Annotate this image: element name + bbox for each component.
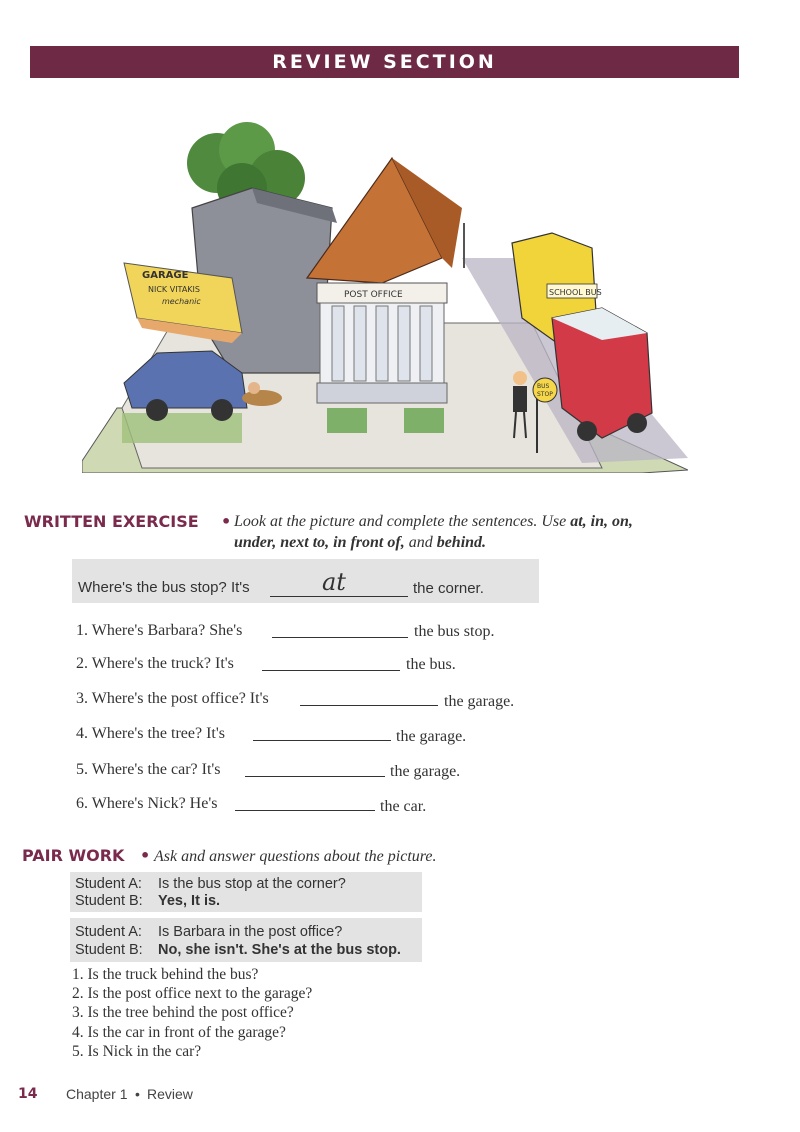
svg-text:SCHOOL BUS: SCHOOL BUS bbox=[549, 288, 602, 297]
svg-text:STOP: STOP bbox=[537, 391, 553, 398]
answer-blank-1[interactable] bbox=[272, 637, 408, 638]
svg-text:mechanic: mechanic bbox=[162, 297, 201, 306]
pair-question-3 bbox=[72, 1004, 294, 1022]
question-text: Is the truck behind the bus? bbox=[87, 966, 259, 983]
post-office bbox=[307, 158, 462, 403]
question-number: 5. bbox=[72, 1043, 84, 1060]
written-instruction-line-1 bbox=[234, 513, 633, 531]
instruction-and: and bbox=[408, 534, 433, 551]
dialog-1-line-a: Is the bus stop at the corner? bbox=[158, 876, 346, 892]
pair-question-5 bbox=[72, 1043, 201, 1061]
item-question: Where's Nick? He's bbox=[91, 795, 218, 812]
written-instruction-line-2 bbox=[234, 534, 486, 552]
item-number: 1. bbox=[76, 622, 88, 639]
answer-blank-2[interactable] bbox=[262, 670, 400, 671]
answer-blank-4[interactable] bbox=[253, 740, 391, 741]
question-number: 4. bbox=[72, 1024, 84, 1041]
item-number: 5. bbox=[76, 761, 88, 778]
exercise-item-5 bbox=[76, 761, 221, 779]
pair-work-heading: PAIR WORK bbox=[22, 846, 125, 865]
question-number: 1. bbox=[72, 966, 84, 983]
page-number: 14 bbox=[18, 1086, 38, 1102]
exercise-item-1 bbox=[76, 622, 242, 640]
question-number: 3. bbox=[72, 1004, 84, 1021]
example-question: Where's the bus stop? It's bbox=[78, 579, 250, 596]
dialog-1-answer: Yes, It is. bbox=[158, 893, 221, 909]
banner-title: REVIEW SECTION bbox=[272, 51, 497, 73]
footer-chapter: Chapter 1 bbox=[66, 1086, 128, 1102]
dialog-2-speaker-b: Student B: bbox=[75, 942, 143, 958]
item-number: 3. bbox=[76, 690, 88, 707]
street-illustration bbox=[82, 108, 688, 473]
exercise-item-2 bbox=[76, 655, 234, 673]
example-after: the corner. bbox=[413, 580, 484, 597]
pair-question-2 bbox=[72, 985, 312, 1003]
review-banner bbox=[30, 46, 739, 78]
item-question: Where's the post office? It's bbox=[91, 690, 269, 707]
question-text: Is Nick in the car? bbox=[87, 1043, 202, 1060]
footer-bullet: • bbox=[135, 1086, 140, 1102]
pair-question-1 bbox=[72, 966, 258, 984]
svg-text:GARAGE: GARAGE bbox=[142, 270, 189, 281]
dialog-2-line-a: Is Barbara in the post office? bbox=[158, 924, 343, 940]
question-text: Is the tree behind the post office? bbox=[87, 1004, 294, 1021]
instruction-bold-1: at, in, on, bbox=[570, 513, 633, 530]
dialog-1-speaker-a: Student A: bbox=[75, 876, 142, 892]
dialog-2-line-b bbox=[158, 942, 401, 958]
item-question: Where's the truck? It's bbox=[91, 655, 234, 672]
example-answer: at bbox=[322, 568, 346, 596]
instruction-text: Look at the picture and complete the sentences. Use bbox=[234, 513, 567, 530]
exercise-item-5-after: the garage. bbox=[390, 763, 461, 780]
example-blank-line bbox=[270, 596, 408, 597]
dialog-1-speaker-b: Student B: bbox=[75, 893, 143, 909]
item-number: 4. bbox=[76, 725, 88, 742]
dialog-2-speaker-a: Student A: bbox=[75, 924, 142, 940]
exercise-item-3 bbox=[76, 690, 269, 708]
item-number: 6. bbox=[76, 795, 88, 812]
svg-text:BUS: BUS bbox=[537, 383, 550, 390]
answer-blank-5[interactable] bbox=[245, 776, 385, 777]
grass-center bbox=[327, 408, 367, 433]
pair-question-4 bbox=[72, 1024, 286, 1042]
exercise-item-6 bbox=[76, 795, 217, 813]
exercise-item-3-after: the garage. bbox=[444, 693, 515, 710]
item-question: Where's the car? It's bbox=[91, 761, 221, 778]
svg-text:POST OFFICE: POST OFFICE bbox=[344, 290, 403, 300]
grass-right bbox=[404, 408, 444, 433]
dialog-1-line-b bbox=[158, 893, 220, 909]
instruction-bold-3: behind. bbox=[436, 534, 487, 551]
question-text: Is the post office next to the garage? bbox=[87, 985, 313, 1002]
item-question: Where's the tree? It's bbox=[91, 725, 225, 742]
garage bbox=[124, 188, 337, 373]
exercise-item-2-after: the bus. bbox=[406, 656, 456, 673]
exercise-item-6-after: the car. bbox=[380, 798, 427, 815]
item-number: 2. bbox=[76, 655, 88, 672]
question-text: Is the car in front of the garage? bbox=[87, 1024, 286, 1041]
footer-section: Review bbox=[147, 1086, 193, 1102]
dialog-2-answer: No, she isn't. She's at the bus stop. bbox=[158, 942, 401, 958]
question-number: 2. bbox=[72, 985, 84, 1002]
item-question: Where's Barbara? She's bbox=[91, 622, 243, 639]
instruction-bold-2: under, next to, in front of, bbox=[234, 534, 405, 551]
exercise-item-4 bbox=[76, 725, 225, 743]
pair-work-bullet: • bbox=[140, 846, 151, 865]
svg-text:NICK VITAKIS: NICK VITAKIS bbox=[148, 285, 200, 294]
heading-bullet: • bbox=[221, 512, 232, 531]
written-exercise-heading: WRITTEN EXERCISE bbox=[24, 512, 199, 531]
exercise-item-1-after: the bus stop. bbox=[414, 623, 495, 640]
exercise-item-4-after: the garage. bbox=[396, 728, 467, 745]
pair-work-instruction: Ask and answer questions about the picture. bbox=[154, 848, 437, 865]
answer-blank-3[interactable] bbox=[300, 705, 438, 706]
answer-blank-6[interactable] bbox=[235, 810, 375, 811]
